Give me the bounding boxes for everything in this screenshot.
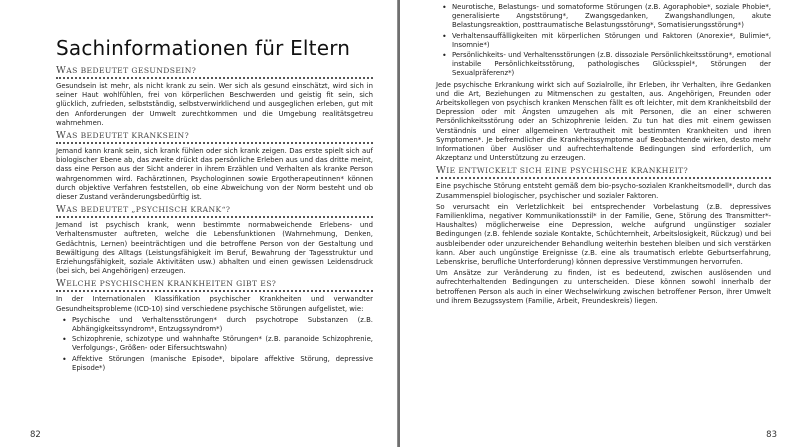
page-title: Sachinformationen für Eltern <box>56 36 351 60</box>
body-paragraph: Jemand ist psychisch krank, wenn bestimmte normabweichende Erlebens- und Verhaltensmuster auftreten, welche die Lebensfunktionen (Wahrnehmung, Denken, Gedächtnis, Lernen) beeinträchtigen und die betroffene Person von der Gestaltung und Bewältigung des Alltags (Leistungsfähigkeit im Beruf, Bewahrung der Tagesstruktur und Erziehungsfähigkeit, soziale Aktivitäten usw.) abhalten und einen gewissen Leidensdruck (bei sich, bei Angehörigen) erzeugen. <box>56 221 373 276</box>
section-heading: WAS BEDEUTET „PSYCHISCH KRANK“? <box>56 204 231 216</box>
body-paragraph: So verursacht ein Verletzlichkeit bei entsprechender Vorbelastung (z.B. depressives Familienklima, negativer Kommunikationsstil* in der Familie, Gene, Störung des Transmitter*-Haushaltes) möglicherweise eine Depression, welche aufgrund ungünstiger sozialer Bedingungen (z.B. fehlende soziale Kontakte, Schüchternheit, Arbeitslosigkeit, Rückzug) und bei ausbleibender oder unzureichender Behandlung weiterhin bestehen bleiben und sich verstärken kann. Aber auch ungünstige Ereignisse (z.B. eine als traumatisch erlebte Geburtserfahrung, Lebenskrise, berufliche Unterforderung) können depressive Verstimmungen hervorrufen. <box>436 202 771 267</box>
dotted-divider <box>56 290 373 292</box>
list-item: • Schizophrenie, schizotype und wahnhafte Störungen* (z.B. paranoide Schizophrenie, Verfolgungs-, Größen- oder Eifersuchtswahn) <box>72 335 373 353</box>
list-item: • Neurotische, Belastungs- und somatoforme Störungen (z.B. Agoraphobie*, soziale Phobie*, generalisierte Angststörung*, Zwangsgedanken, Zwangshandlungen, akute Belastungsreaktion, posttraumatische Belastungsstörung*, Somatisierungsstörung*) <box>452 3 771 31</box>
list-item: • Persönlichkeits- und Verhaltensstörungen (z.B. dissoziale Persönlichkeitsstörung*, emotional instabile Persönlichkeitsstörung, pathologisches Glücksspiel*, Störungen der Sexualpräferenz*) <box>452 51 771 79</box>
dotted-divider <box>56 142 373 144</box>
section-krankheiten <box>56 279 373 373</box>
body-paragraph: Eine psychische Störung entsteht gemäß dem bio-psycho-sozialen Krankheitsmodell*, durch das Zusammenspiel biologischer, psychischer und sozialer Faktoren. <box>436 182 771 200</box>
body-paragraph: Um Ansätze zur Veränderung zu finden, ist es bedeutend, zwischen auslösenden und aufrechterhaltenden Bedingungen zu unterscheiden. Diese können sowohl innerhalb der betroffenen Person als auch in einer Wechselwirkung zwischen betroffener Person, ihrer Umwelt und ihrem Bezugssystem (Familie, Arbeit, Freundeskreis) liegen. <box>436 269 771 305</box>
dotted-divider <box>56 77 373 79</box>
page-number: 82 <box>30 429 41 440</box>
right-page <box>400 0 799 447</box>
dotted-divider <box>436 177 771 179</box>
section-heading: WAS BEDEUTET GESUNDSEIN? <box>56 65 197 76</box>
dotted-divider <box>56 216 373 218</box>
body-paragraph: Jede psychische Erkrankung wirkt sich auf Sozialrolle, ihr Erleben, ihr Verhalten, ihre Gedanken und die Art, Beziehungen zu Mitmenschen zu gestalten, aus. Angehörigen, Freunden oder Arbeitskollegen von psychisch kranken Menschen fällt es oft leichter, mit dem Krankheitsbild der Depression oder mit Ängsten umzugehen als mit Personen, die an einer schweren Persönlichkeitsstörung oder an Schizophrenie leiden. Zu tun hat dies mit einem gewissen Verständnis und einer allgemeinen Vertrautheit mit bestimmten Krankheiten und ihren Symptomen*. Je befremdlicher die Krankheitssymptome auf Beobachtende wirken, desto mehr Informationen über Auslöser und aufrechterhaltende Bedingungen sind erforderlich, um Akzeptanz und Unterstützung zu erzeugen. <box>436 80 771 163</box>
section-entwicklung <box>436 166 771 306</box>
body-paragraph: Gesundsein ist mehr, als nicht krank zu sein. Wer sich als gesund einschätzt, wird sich in seiner Haut wohlfühlen, frei von körperlichen Beschwerden und geistig fit sein, sich glücklich, zufrieden, selbstständig, selbstverwirklichend und ausgeglichen erleben, gut mit den Anforderungen der Umwelt zurechtkommen und die Umgebung realitätsgetreu wahrnehmen. <box>56 82 373 127</box>
disorder-list-continued <box>436 3 771 79</box>
list-item: • Affektive Störungen (manische Episode*, bipolare affektive Störung, depressive Episode*) <box>72 355 373 373</box>
section-heading: WIE ENTWICKELT SICH EINE PSYCHISCHE KRANKHEIT? <box>436 165 689 177</box>
left-page <box>0 0 398 447</box>
section-gesundsein <box>56 66 373 128</box>
section-psychisch-krank <box>56 205 373 276</box>
section-heading: WAS BEDEUTET KRANKSEIN? <box>56 130 190 142</box>
section-heading: WELCHE PSYCHISCHEN KRANKHEITEN GIBT ES? <box>56 278 277 290</box>
body-paragraph: Jemand kann krank sein, sich krank fühlen oder sich krank zeigen. Das erste spielt sich auf biologischer Ebene ab, das zweite drückt das persönliche Erleben aus und das dritte meint, dass eine Person aus der Sicht anderer in ihrem Erzählen und Verhalten als kranke Person wahrgenommen wird. Fachärztinnen, Psychologinnen sowie Ergotherapeutinnen* können durch objektive Verfahren feststellen, ob eine Abweichung von der Norm besteht und ob dieser Zustand veränderungsbedürftig ist. <box>56 147 373 202</box>
body-paragraph: In der Internationalen Klassifikation psychischer Krankheiten und verwandter Gesundheitsprobleme (ICD-10) sind verschiedene psychische Störungen aufgelistet, wie: <box>56 295 373 313</box>
page-number: 83 <box>766 429 777 440</box>
list-item: • Psychische und Verhaltensstörungen* durch psychotrope Substanzen (z.B. Abhängigkeitssyndrom*, Entzugssyndrom*) <box>72 316 373 334</box>
disorder-list <box>56 316 373 373</box>
section-kranksein <box>56 131 373 202</box>
list-item: • Verhaltensauffälligkeiten mit körperlichen Störungen und Faktoren (Anorexie*, Bulimie*, Insomnie*) <box>452 32 771 50</box>
